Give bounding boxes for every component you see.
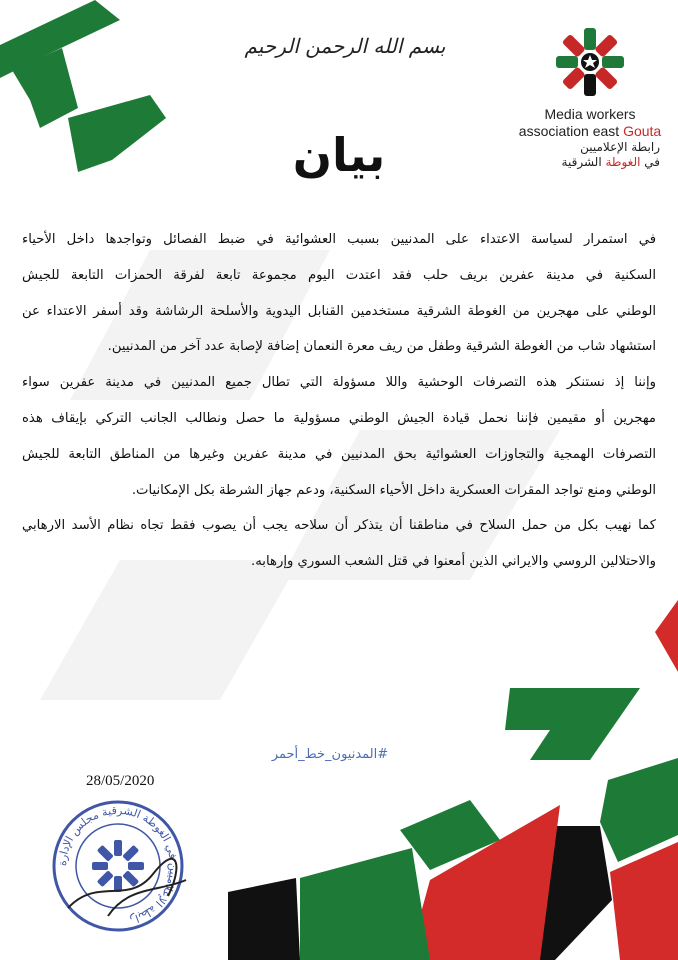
logo-arabic-line2: في الغوطة الشرقية (561, 155, 660, 169)
statement-line: كما نهيب بكل من حمل السلاح في مناطقنا أن يتذكر أن سلاحه يجب أن يصوب فقط تجاه نظام الأسد الارهابي (22, 518, 656, 534)
statement-date: 28/05/2020 (86, 773, 155, 789)
logo-arabic-line1: رابطة الإعلاميين (580, 140, 660, 154)
official-stamp (48, 796, 188, 936)
statement-line: مهجرين أو مقيمين فإننا نحمل قيادة الجيش الوطني مسؤولية ما حصل ونطالب الجانب التركي بإيقاف هذه (22, 410, 656, 426)
red-shape (655, 600, 678, 672)
stamp-star-icon (92, 840, 144, 892)
statement-line: وإننا إذ نستنكر هذه التصرفات الوحشية واللا مسؤولة التي تطال جميع المدنيين في مدينة عفرين سواء (22, 375, 656, 391)
basmala-calligraphy: بسم الله الرحمن الرحيم (244, 34, 446, 58)
statement-title: بيان (292, 128, 386, 182)
statement-line: التصرفات الهمجية والتجاوزات العشوائية بحق المدنيين في مدينة عفرين وغيرها من المناطق التابعة للجيش (22, 446, 656, 462)
stamp-text: رابطة الإعلاميين في الغوطة الشرقية مجلس الإدارة (55, 803, 181, 927)
statement-line: والاحتلالين الروسي والايراني الذين أمعنوا في قتل الشعب السوري وإرهابه. (251, 554, 656, 570)
logo-english-line2: association east Gouta (518, 123, 662, 139)
statement-line: السكنية في مدينة عفرين بريف حلب فقد اعتدت اليوم مجموعة تابعة لفرقة الحمزات التابعة للجيش (22, 267, 656, 283)
hashtag: #المدنيون_خط_أحمر (271, 747, 389, 762)
black-shape (228, 878, 300, 960)
statement-line: استشهاد شاب من الغوطة الشرقية وطفل من ريف معرة النعمان إضافة لإصابة عدد آخر من المدنيين. (107, 339, 656, 355)
statement-body (22, 222, 656, 580)
logo-english-line1: Media workers (544, 106, 636, 122)
green-chevron-shape (600, 758, 678, 862)
green-chevron-shape (300, 848, 430, 960)
statement-line: الوطني ومنع تواجد المقرات العسكرية داخل الأحياء السكنية، ودعم جهاز الشرطة بكل الإمكانيات. (131, 482, 656, 498)
statement-line: في استمرار لسياسة الاعتداء على المدنيين بسبب العشوائية في ضبط الفصائل وتواجدها داخل الأحياء (22, 232, 656, 247)
statement-line: الوطني على مهجرين من الغوطة الشرقية مستخدمين القنابل اليدوية والأسلحة الرشاشة وقد أسفر الاعتداء عن (22, 303, 656, 319)
green-chevron-shape (505, 688, 640, 760)
star-logo-icon (550, 22, 630, 102)
